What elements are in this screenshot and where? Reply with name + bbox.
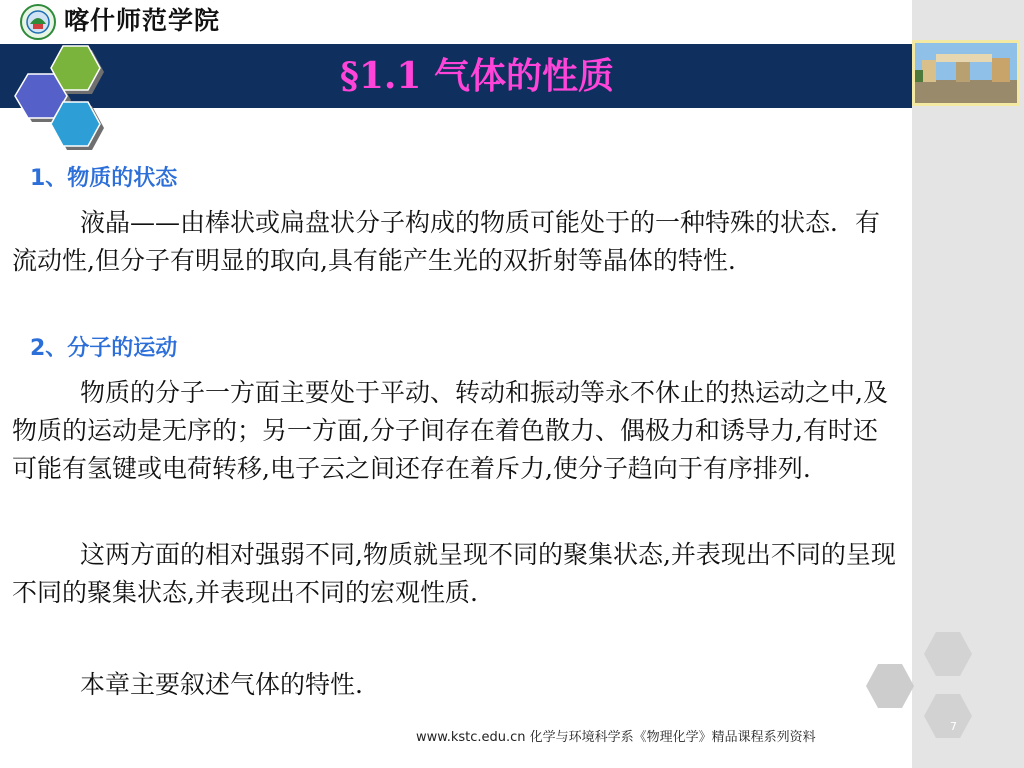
page-number: 7 bbox=[950, 720, 957, 733]
section-paragraph: 这两方面的相对强弱不同,物质就呈现不同的聚集状态,并表现出不同的呈现不同的聚集状态,并表现出不同的宏观性质. bbox=[12, 540, 896, 607]
section-paragraph: 液晶——由棒状或扁盘状分子构成的物质可能处于的一种特殊的状态．有流动性,但分子有明显的取向,具有能产生光的双折射等晶体的特性. bbox=[12, 208, 881, 275]
school-emblem-icon bbox=[20, 4, 56, 40]
header-logo-row bbox=[0, 0, 912, 44]
footer-source: www.kstc.edu.cn 化学与环境科学系《物理化学》精品课程系列资料 bbox=[416, 730, 816, 745]
slide-title: §1.1 气体的性质 bbox=[340, 55, 614, 97]
section-paragraph: 物质的分子一方面主要处于平动、转动和振动等永不休止的热运动之中,及物质的运动是无序的；另一方面,分子间存在着色散力、偶极力和诱导力,有时还可能有氢键或电荷转移,电子云之间还存在着斥力,使分子趋向于有序排列. bbox=[12, 378, 888, 483]
campus-gate-photo bbox=[912, 40, 1020, 106]
section-paragraph: 本章主要叙述气体的特性. bbox=[80, 670, 363, 699]
section-heading: 1、物质的状态 bbox=[30, 166, 178, 191]
section-heading: 2、分子的运动 bbox=[30, 336, 178, 361]
hexagon-cluster-icon bbox=[0, 40, 120, 150]
school-name: 喀什师范学院 bbox=[64, 6, 221, 35]
